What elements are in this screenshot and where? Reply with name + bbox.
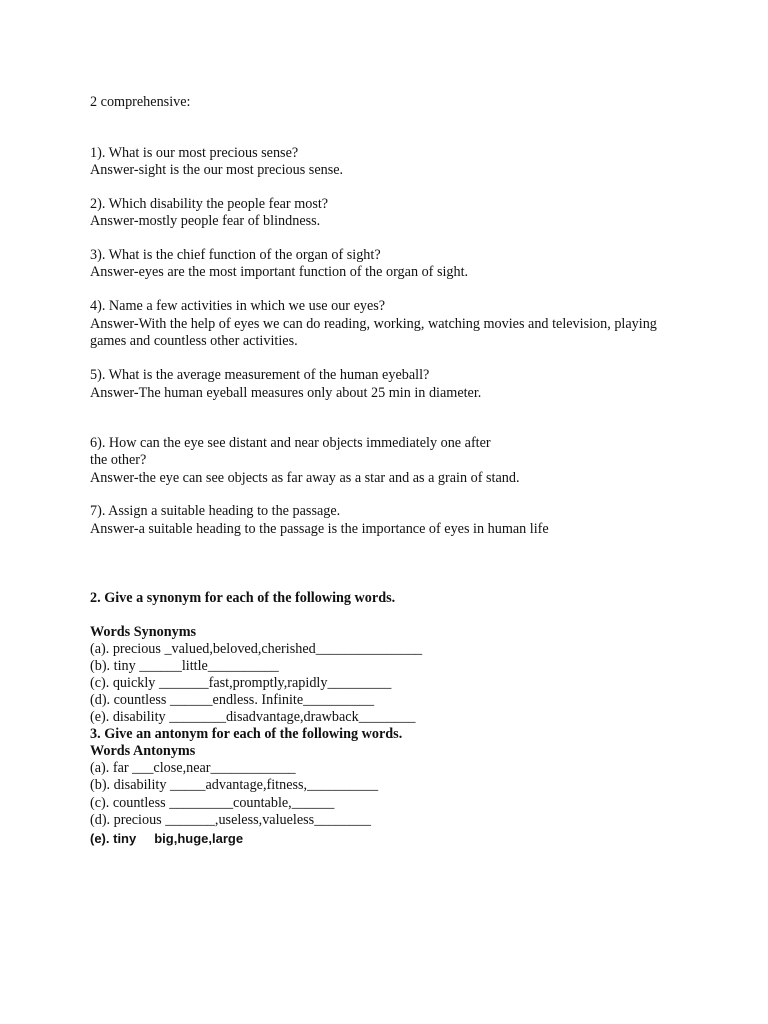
answer-4-line-2: games and countless other activities. — [90, 333, 298, 349]
answer-7: Answer-a suitable heading to the passage is the importance of eyes in human life — [90, 521, 549, 537]
answer-4-line-1: Answer-With the help of eyes we can do reading, working, watching movies and television, playing — [90, 316, 657, 332]
answer-5: Answer-The human eyeball measures only about 25 min in diameter. — [90, 385, 482, 401]
question-4: 4). Name a few activities in which we use our eyes? — [90, 298, 386, 314]
section-heading: 2 comprehensive: — [90, 94, 191, 110]
synonym-item-a: (a). precious _valued,beloved,cherished_______________ — [90, 641, 423, 657]
question-6-line-2: the other? — [90, 452, 147, 468]
answer-1: Answer-sight is the our most precious sense. — [90, 162, 344, 178]
antonym-item-e-word: (e). tiny — [90, 831, 137, 846]
synonym-item-e: (e). disability ________disadvantage,drawback________ — [90, 709, 416, 725]
antonym-item-d: (d). precious _______,useless,valueless________ — [90, 812, 371, 828]
synonyms-header: Words Synonyms — [90, 624, 197, 640]
antonyms-header: Words Antonyms — [90, 743, 196, 759]
antonym-item-e-answer: big,huge,large — [154, 831, 244, 846]
answer-6: Answer-the eye can see objects as far away as a star and as a grain of stand. — [90, 470, 520, 486]
synonym-item-d: (d). countless ______endless. Infinite__________ — [90, 692, 375, 708]
question-1: 1). What is our most precious sense? — [90, 145, 299, 161]
antonym-item-e — [90, 830, 243, 847]
question-5: 5). What is the average measurement of the human eyeball? — [90, 367, 430, 383]
synonyms-title: 2. Give a synonym for each of the following words. — [90, 590, 396, 606]
question-2: 2). Which disability the people fear most? — [90, 196, 329, 212]
answer-2: Answer-mostly people fear of blindness. — [90, 213, 321, 229]
antonym-item-a: (a). far ___close,near____________ — [90, 760, 296, 776]
question-6-line-1: 6). How can the eye see distant and near objects immediately one after — [90, 435, 491, 451]
synonym-item-c: (c). quickly _______fast,promptly,rapidly_________ — [90, 675, 392, 691]
question-3: 3). What is the chief function of the organ of sight? — [90, 247, 381, 263]
answer-3: Answer-eyes are the most important function of the organ of sight. — [90, 264, 469, 280]
antonyms-title: 3. Give an antonym for each of the following words. — [90, 726, 403, 742]
antonym-item-c: (c). countless _________countable,______ — [90, 795, 335, 811]
question-7: 7). Assign a suitable heading to the passage. — [90, 503, 341, 519]
synonym-item-b: (b). tiny ______little__________ — [90, 658, 279, 674]
antonym-item-b: (b). disability _____advantage,fitness,__________ — [90, 777, 379, 793]
